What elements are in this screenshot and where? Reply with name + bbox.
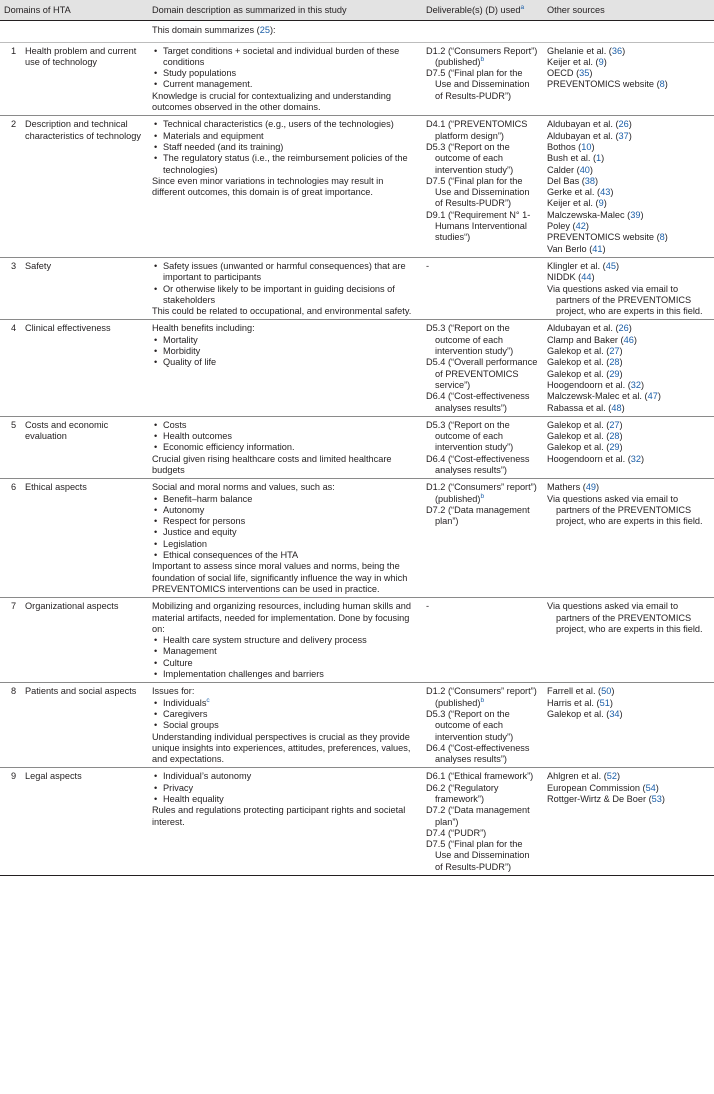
domain-cell (0, 42, 148, 116)
ref-link[interactable]: 10 (581, 141, 592, 152)
domain-number: 9 (11, 771, 17, 782)
intro-text: This domain summarizes (25): (148, 21, 714, 42)
deliverables-cell (422, 257, 543, 319)
table-row (0, 320, 714, 416)
description-cell (148, 416, 422, 478)
list-item: • Current management. (152, 79, 418, 90)
ref-link[interactable]: 43 (600, 187, 611, 198)
source-item: Mathers (49) (547, 482, 600, 493)
description-list (152, 698, 418, 732)
deliverables-cell (422, 116, 543, 258)
footnote-marker[interactable]: b (480, 696, 485, 704)
deliverable-item: D7.2 (“Data management plan”) (426, 504, 530, 527)
list-item: • Culture (152, 658, 418, 669)
domain-name: Patients and social aspects (25, 686, 137, 697)
source-item: Bothos (10) (547, 141, 595, 152)
list-item: • Materials and equipment (152, 131, 418, 142)
domain-number: 7 (11, 601, 17, 612)
domain-number: 6 (11, 482, 17, 493)
ref-link[interactable]: 26 (618, 119, 629, 130)
source-item: European Commission (54) (547, 782, 659, 793)
description-cell (148, 479, 422, 598)
domain-number: 5 (11, 419, 17, 430)
ref-link[interactable]: 9 (598, 198, 604, 209)
ref-link[interactable]: 44 (581, 272, 592, 283)
deliverable-item: D4.1 (“PREVENTOMICS platform design”) (426, 119, 528, 141)
description-cell (148, 116, 422, 258)
footnote-marker[interactable]: b (480, 492, 485, 500)
table-row (0, 116, 714, 258)
source-item: Keijer et al. (9) (547, 198, 607, 209)
list-item: • Justice and equity (152, 527, 418, 538)
deliverable-item: D9.1 (“Requirement N° 1-Humans Interventional studies“) (426, 209, 531, 243)
list-item: • Safety issues (unwanted or harmful consequences) that are important to participants (152, 261, 418, 284)
source-item: Calder (40) (547, 164, 593, 175)
sources-cell (543, 598, 714, 683)
list-item: • Legislation (152, 539, 418, 550)
ref-link[interactable]: 27 (609, 419, 620, 430)
deliverables-cell (422, 683, 543, 768)
source-item: Malczewska-Malec (39) (547, 209, 644, 220)
list-item: • Autonomy (152, 505, 418, 516)
list-item: • Health outcomes (152, 431, 418, 442)
deliverables-cell (422, 320, 543, 416)
list-item: • Benefit–harm balance (152, 494, 418, 505)
deliverable-item: D1.2 (“Consumers” report”) (published)$^b$ (426, 482, 537, 504)
ref-link[interactable]: 52 (606, 771, 617, 782)
deliverable-item: - (426, 601, 430, 612)
footnote-marker[interactable]: b (480, 55, 485, 63)
description-list (152, 494, 418, 562)
deliverable-item: D7.5 (“Final plan for the Use and Dissemination of Results-PUDR”) (426, 839, 530, 872)
table-row (0, 768, 714, 876)
domain-number: 1 (11, 45, 17, 56)
domain-name: Legal aspects (25, 771, 82, 782)
deliverable-item: D5.3 (“Report on the outcome of each intervention study”) (426, 141, 514, 175)
header-row (0, 0, 714, 21)
source-item: Aldubayan et al. (37) (547, 130, 632, 141)
domain-number: 8 (11, 686, 17, 697)
ref-link[interactable]: 8 (659, 232, 665, 243)
source-item: Galekop et al. (27) (547, 419, 623, 430)
list-item: • Management (152, 646, 418, 657)
domain-cell (0, 768, 148, 876)
ref-link[interactable]: 28 (609, 357, 620, 368)
source-item: Aldubayan et al. (26) (547, 323, 632, 334)
deliverables-cell (422, 598, 543, 683)
table-row (0, 598, 714, 683)
deliverables-cell (422, 768, 543, 876)
deliverable-item: D1.2 (“Consumers” report”) (published)$^b$ (426, 686, 537, 708)
domain-cell (0, 598, 148, 683)
ref-link[interactable]: 32 (630, 453, 641, 464)
deliverable-item: D5.3 (“Report on the outcome of each intervention study”) (426, 323, 514, 357)
list-item: • Caregivers (152, 709, 418, 720)
domain-name: Ethical aspects (25, 482, 87, 493)
description-cell (148, 683, 422, 768)
list-item: • Target conditions + societal and individual burden of these conditions (152, 46, 418, 69)
table-row (0, 683, 714, 768)
description-cell (148, 768, 422, 876)
list-item: • Respect for persons (152, 516, 418, 527)
domain-number: 2 (11, 119, 17, 130)
ref-link[interactable]: 9 (598, 56, 604, 67)
source-item: OECD (35) (547, 68, 593, 79)
source-item: Galekop et al. (27) (547, 346, 623, 357)
description-text: Important to assess since moral values and norms, being the foundation of social life, significantly influence the way in which PREVENTOMICS interventions can be used in practice. (152, 561, 408, 594)
list-item: • Ethical consequences of the HTA (152, 550, 418, 561)
ref-link[interactable]: 39 (630, 209, 641, 220)
sources-cell (543, 42, 714, 116)
deliverable-item: D6.4 (“Cost-effectiveness analyses results”) (426, 453, 530, 475)
source-item: Ahlgren et al. (52) (547, 771, 621, 782)
domain-number: 3 (11, 260, 17, 271)
list-item: • Economic efficiency information. (152, 442, 418, 453)
list-item: • Study populations (152, 68, 418, 79)
ref-link[interactable]: 25 (259, 25, 270, 36)
ref-link[interactable]: 47 (647, 391, 658, 402)
ref-link[interactable]: 35 (579, 68, 590, 79)
source-item: Klingler et al. (45) (547, 260, 620, 271)
source-item: Via questions asked via email to partners of the PREVENTOMICS project, who are experts in this field. (547, 601, 703, 634)
source-item: Rottger-Wirtz & De Boer (53) (547, 794, 665, 804)
ref-link[interactable]: 1 (596, 153, 602, 164)
sources-cell (543, 257, 714, 319)
ref-link[interactable]: 37 (618, 130, 629, 141)
ref-link[interactable]: 26 (618, 323, 629, 334)
list-item: • Privacy (152, 783, 418, 794)
deliverable-item: D7.5 (“Final plan for the Use and Dissemination of Results-PUDR”) (426, 175, 530, 209)
description-list (152, 635, 418, 680)
ref-link[interactable]: 41 (592, 243, 603, 254)
deliverables-cell (422, 416, 543, 478)
source-item: Rabassa et al. (48) (547, 402, 625, 413)
deliverable-item: - (426, 260, 430, 271)
ref-link[interactable]: 49 (585, 482, 597, 493)
deliverable-item: D6.4 (“Cost-effectiveness analyses results”) (426, 391, 530, 413)
ref-link[interactable]: 8 (659, 79, 665, 90)
description-lead: Health benefits including: (152, 323, 255, 334)
table-row (0, 479, 714, 598)
domain-name: Costs and economic evaluation (25, 419, 109, 442)
sources-cell (543, 479, 714, 598)
source-item: Hoogendoorn et al. (32) (547, 453, 645, 464)
source-item: Clamp and Baker (46) (547, 334, 637, 345)
ref-link[interactable]: 42 (575, 221, 586, 232)
source-item: Via questions asked via email to partners of the PREVENTOMICS project, who are experts in this field. (547, 493, 703, 527)
list-item: • Individual’s autonomy (152, 771, 418, 782)
source-item: Gerke et al. (43) (547, 187, 614, 198)
source-item: Galekop et al. (28) (547, 431, 623, 442)
description-list (152, 771, 418, 805)
list-item: • Technical characteristics (e.g., users of the technologies) (152, 119, 418, 130)
description-list (152, 335, 418, 369)
footnote-marker[interactable]: c (206, 696, 210, 704)
source-item: Galekop et al. (29) (547, 368, 623, 379)
ref-link[interactable]: 36 (611, 45, 623, 56)
footnote-marker[interactable]: a (520, 3, 525, 11)
ref-link[interactable]: 45 (605, 260, 616, 271)
source-item: Poley (42) (547, 221, 589, 232)
description-list (152, 46, 418, 91)
source-item: Ghelanie et al. (36) (547, 45, 626, 56)
header-domains: Domains of HTA (0, 0, 148, 21)
source-item: Van Berlo (41) (547, 243, 606, 254)
source-item: Galekop et al. (29) (547, 442, 623, 453)
domain-name: Description and technical characteristics of technology (25, 119, 141, 141)
description-list (152, 261, 418, 306)
list-item: • Social groups (152, 720, 418, 731)
description-text: This could be related to occupational, and environmental safety. (152, 306, 412, 317)
source-item: PREVENTOMICS website (8) (547, 79, 668, 90)
domain-name: Organizational aspects (25, 601, 119, 612)
deliverable-item: D7.5 (“Final plan for the Use and Dissemination of Results-PUDR”) (426, 68, 530, 101)
source-item: NIDDK (44) (547, 272, 595, 283)
ref-link[interactable]: 32 (630, 379, 641, 390)
source-item: Harris et al. (51) (547, 697, 613, 708)
domain-cell (0, 257, 148, 319)
deliverable-item: D7.4 (“PUDR”) (426, 827, 487, 838)
sources-cell (543, 768, 714, 876)
deliverables-cell (422, 479, 543, 598)
deliverable-item: D6.2 (“Regulatory framework”) (426, 782, 499, 804)
domain-cell (0, 416, 148, 478)
list-item: • Staff needed (and its training) (152, 142, 418, 153)
list-item: • Quality of life (152, 357, 418, 368)
description-text: Since even minor variations in technologies may result in different outcomes, this domain is of great importance. (152, 175, 384, 198)
description-cell (148, 598, 422, 683)
description-lead: Social and moral norms and values, such as: (152, 482, 335, 493)
deliverable-item: D1.2 (“Consumers Report”) (published)$^b$ (426, 45, 538, 67)
description-list (152, 119, 418, 175)
source-item: Galekop et al. (34) (547, 708, 623, 719)
deliverable-item: D6.4 (“Cost-effectiveness analyses results”) (426, 742, 530, 765)
header-deliverables: Deliverable(s) (D) used$^a$ (422, 0, 543, 21)
ref-link[interactable]: 54 (645, 782, 656, 793)
sources-cell (543, 320, 714, 416)
deliverable-item: D7.2 (“Data management plan”) (426, 805, 530, 827)
description-lead: Mobilizing and organizing resources, including human skills and material artifacts, needed for implementation. Done by focusing on: (152, 601, 411, 634)
ref-link[interactable]: 28 (609, 431, 620, 442)
description-cell (148, 320, 422, 416)
source-item: Galekop et al. (28) (547, 357, 623, 368)
description-text: Crucial given rising healthcare costs and limited healthcare budgets (152, 453, 392, 475)
list-item: • Morbidity (152, 346, 418, 357)
ref-link[interactable]: 29 (609, 368, 620, 379)
ref-link[interactable]: 38 (584, 175, 596, 186)
domain-number: 4 (11, 323, 17, 334)
description-lead: Issues for: (152, 686, 195, 697)
ref-link[interactable]: 46 (623, 334, 634, 345)
list-item: • Individuals$^c$ (152, 698, 418, 709)
sources-cell (543, 116, 714, 258)
header-sources: Other sources (543, 0, 714, 21)
table-row (0, 416, 714, 478)
list-item: • Mortality (152, 335, 418, 346)
ref-link[interactable]: 48 (611, 402, 622, 413)
sources-cell (543, 416, 714, 478)
deliverable-item: D5.3 (“Report on the outcome of each intervention study”) (426, 708, 514, 742)
source-item: Aldubayan et al. (26) (547, 119, 632, 130)
description-cell (148, 42, 422, 116)
domain-name: Safety (25, 260, 52, 271)
ref-link[interactable]: 53 (651, 794, 662, 804)
source-item: Keijer et al. (9) (547, 56, 607, 67)
domain-name: Clinical effectiveness (25, 323, 111, 334)
description-cell (148, 257, 422, 319)
description-list (152, 420, 418, 454)
sources-cell (543, 683, 714, 768)
source-item: Del Bas (38) (547, 175, 599, 186)
domain-cell (0, 116, 148, 258)
ref-link[interactable]: 51 (599, 697, 610, 708)
description-text: Understanding individual perspectives is crucial as they provide unique insights into experiences, attitudes, preferences, values, and expectations. (152, 731, 411, 765)
source-item: Via questions asked via email to partners of the PREVENTOMICS project, who are experts in this field. (547, 283, 703, 317)
deliverable-item: D5.3 (“Report on the outcome of each intervention study”) (426, 419, 514, 453)
ref-link[interactable]: 50 (601, 686, 612, 697)
header-description: Domain description as summarized in this study (148, 0, 422, 21)
ref-link[interactable]: 34 (609, 708, 620, 719)
description-text: Rules and regulations protecting participant rights and societal interest. (152, 805, 406, 827)
deliverables-cell (422, 42, 543, 116)
table-row (0, 42, 714, 116)
domain-name: Health problem and current use of technology (25, 45, 137, 67)
ref-link[interactable]: 27 (609, 346, 620, 357)
description-text: Knowledge is crucial for contextualizing and understanding outcomes observed in the other domains. (152, 90, 392, 113)
ref-link[interactable]: 29 (609, 442, 620, 453)
table-row (0, 257, 714, 319)
intro-row (0, 21, 714, 42)
source-item: Bush et al. (1) (547, 153, 605, 164)
domain-cell (0, 683, 148, 768)
source-item: Hoogendoorn et al. (32) (547, 379, 645, 390)
list-item: • Health equality (152, 794, 418, 805)
ref-link[interactable]: 40 (579, 164, 590, 175)
source-item: Farrell et al. (50) (547, 686, 615, 697)
list-item: • Or otherwise likely to be important in guiding decisions of stakeholders (152, 284, 418, 307)
source-item: PREVENTOMICS website (8) (547, 232, 668, 243)
domain-cell (0, 479, 148, 598)
list-item: • The regulatory status (i.e., the reimbursement policies of the technologies) (152, 153, 418, 176)
source-item: Malczewsk-Malec et al. (47) (547, 391, 661, 402)
deliverable-item: D6.1 (“Ethical framework”) (426, 771, 534, 782)
list-item: • Implementation challenges and barriers (152, 669, 418, 680)
list-item: • Costs (152, 420, 418, 431)
list-item: • Health care system structure and delivery process (152, 635, 418, 646)
deliverable-item: D5.4 (“Overall performance of PREVENTOMICS service”) (426, 357, 538, 390)
domain-cell (0, 320, 148, 416)
